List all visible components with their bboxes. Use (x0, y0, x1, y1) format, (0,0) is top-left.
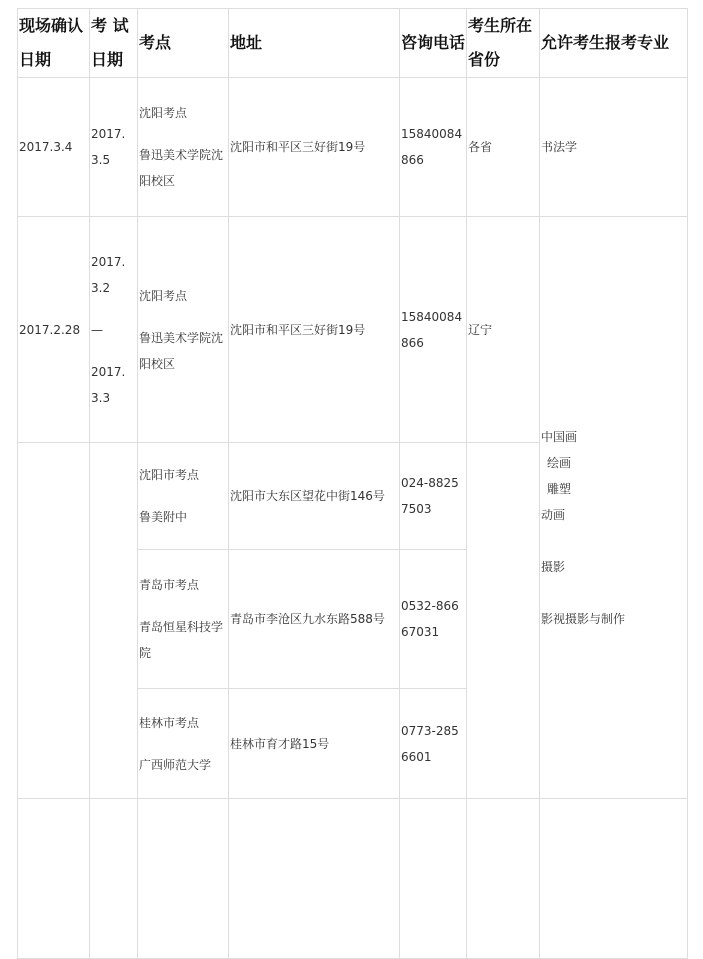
exam-site-cell (138, 78, 229, 217)
exam-date-cell (90, 217, 138, 443)
phone-cell: 15840084866 (400, 217, 467, 443)
address-cell: 沈阳市大东区望花中街146号 (229, 443, 400, 550)
empty-cell (18, 799, 90, 959)
exam-date-separator: — (91, 322, 103, 337)
table-row (18, 78, 688, 217)
exam-site-table (17, 8, 688, 959)
empty-cell (229, 799, 400, 959)
site-school: 鲁迅美术学院沈阳校区 (139, 148, 224, 188)
phone-cell: 0773-2856601 (400, 689, 467, 799)
site-school: 青岛恒星科技学院 (139, 620, 224, 660)
table-header-row (18, 9, 688, 78)
table-row (18, 217, 688, 443)
site-city: 青岛市考点 (139, 578, 200, 592)
header-phone: 咨询电话 (400, 9, 467, 78)
table-row (18, 799, 688, 959)
header-exam-date: 考 试日期 (90, 9, 138, 78)
header-majors: 允许考生报考专业 (540, 9, 688, 78)
major-item: 雕塑 (547, 481, 572, 496)
header-confirm-date: 现场确认日期 (18, 9, 90, 78)
site-city: 沈阳考点 (139, 288, 188, 303)
address-cell: 桂林市育才路15号 (229, 689, 400, 799)
exam-date-cell (90, 443, 138, 799)
exam-site-cell (138, 689, 229, 799)
site-school: 广西师范大学 (139, 757, 212, 772)
header-address: 地址 (229, 9, 400, 78)
major-item: 中国画 (541, 429, 578, 444)
major-item: 摄影 (541, 559, 566, 574)
major-item: 动画 (541, 507, 566, 522)
phone-cell: 15840084866 (400, 78, 467, 217)
empty-cell (400, 799, 467, 959)
province-cell (467, 443, 540, 799)
majors-cell (540, 217, 688, 799)
site-city: 桂林市考点 (139, 715, 200, 730)
site-city: 沈阳考点 (139, 106, 188, 120)
header-province: 考生所在省份 (467, 9, 540, 78)
major-item: 绘画 (547, 455, 572, 470)
confirm-date-cell: 2017.2.28 (18, 217, 90, 443)
exam-site-cell (138, 217, 229, 443)
header-exam-site: 考点 (138, 9, 229, 78)
empty-cell (540, 799, 688, 959)
address-cell: 沈阳市和平区三好街19号 (229, 78, 400, 217)
site-city: 沈阳市考点 (139, 468, 200, 482)
empty-cell (138, 799, 229, 959)
province-cell: 辽宁 (467, 217, 540, 443)
address-cell: 青岛市李沧区九水东路588号 (229, 550, 400, 689)
province-cell: 各省 (467, 78, 540, 217)
exam-date-start: 2017.3.2 (91, 254, 126, 295)
major-item: 影视摄影与制作 (541, 611, 626, 626)
exam-site-cell (138, 443, 229, 550)
empty-cell (90, 799, 138, 959)
exam-date-cell: 2017.3.5 (90, 78, 138, 217)
site-school: 鲁美附中 (139, 510, 188, 524)
majors-cell: 书法学 (540, 78, 688, 217)
exam-site-cell (138, 550, 229, 689)
phone-cell: 0532-86667031 (400, 550, 467, 689)
exam-date-end: 2017.3.3 (91, 364, 126, 405)
confirm-date-cell: 2017.3.4 (18, 78, 90, 217)
site-school: 鲁迅美术学院沈阳校区 (139, 330, 224, 371)
phone-cell: 024-88257503 (400, 443, 467, 550)
address-cell: 沈阳市和平区三好街19号 (229, 217, 400, 443)
confirm-date-cell (18, 443, 90, 799)
empty-cell (467, 799, 540, 959)
